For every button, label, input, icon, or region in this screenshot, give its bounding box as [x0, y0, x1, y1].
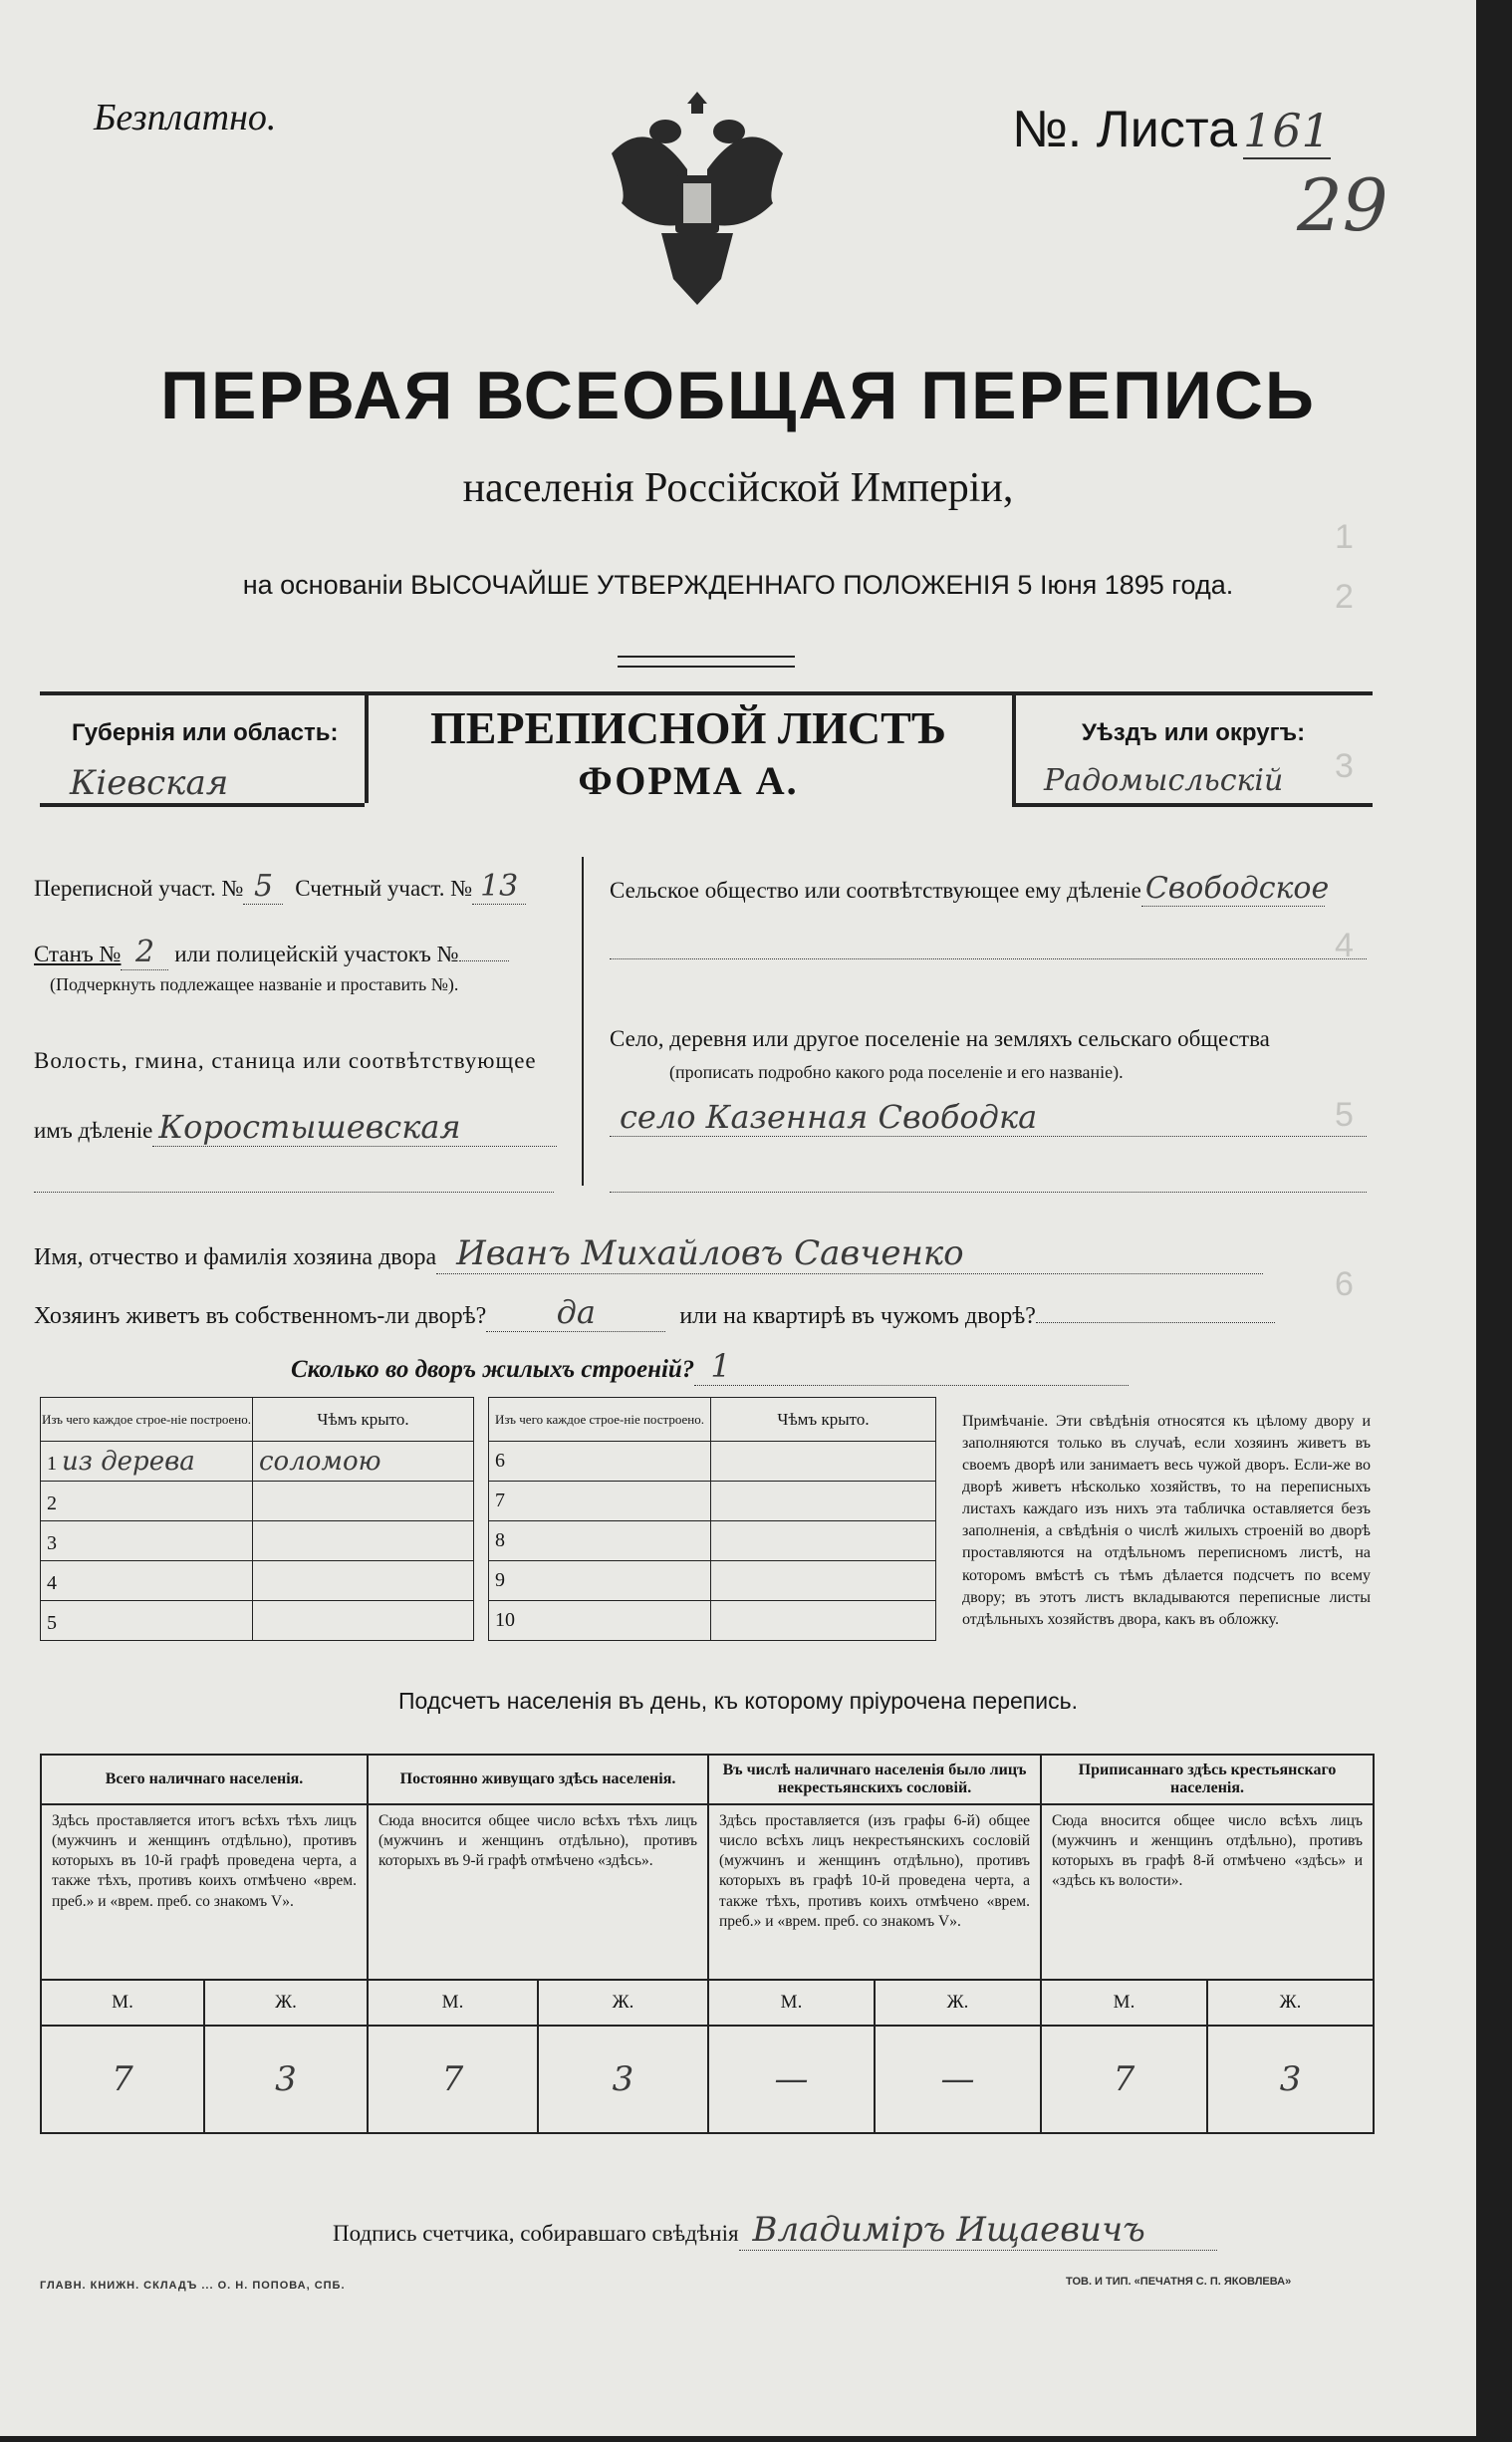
- buildings-row: [489, 1561, 936, 1601]
- population-col-title: Приписаннаго здѣсь крестьянскаго населенія.: [1041, 1755, 1374, 1804]
- margin-number: 3: [1335, 747, 1354, 785]
- male-count: 7: [41, 2026, 204, 2133]
- col-roof-header: Чѣмъ крыто.: [253, 1398, 474, 1442]
- buildings-row: [489, 1521, 936, 1561]
- population-table: [40, 1754, 1375, 2134]
- building-cell-material: [41, 1521, 253, 1561]
- stan-value: 2: [121, 935, 168, 970]
- male-count: 7: [368, 2026, 538, 2133]
- village-label: Село, деревня или другое поселеніе на земляхъ сельскаго общества: [610, 1026, 1270, 1051]
- owner-own-row: [34, 1293, 1275, 1332]
- signature-value: Владиміръ Ищаевичъ: [739, 2210, 1217, 2251]
- buildings-row: [291, 1347, 1129, 1386]
- buildings-value: 1: [694, 1347, 1129, 1386]
- building-number: 6: [489, 1442, 711, 1482]
- gubernia-label: Губернія или область:: [72, 719, 339, 746]
- building-material: из дерева: [62, 1446, 195, 1477]
- female-count: 3: [1207, 2026, 1374, 2133]
- stan-row: [34, 935, 509, 970]
- uchast-row: [34, 869, 526, 905]
- sheet-number-prefix: №. Листа: [1012, 101, 1238, 158]
- male-count: 7: [1041, 2026, 1207, 2133]
- sheet-number-label: [1012, 100, 1331, 159]
- society-label: Сельское общество или соотвѣтствующее ему дѣленіе: [610, 878, 1141, 903]
- building-number: 4: [47, 1571, 57, 1594]
- uezd-value: Радомысльскій: [1044, 763, 1284, 798]
- buildings-label: Сколько во дворъ жилыхъ строеній?: [291, 1356, 695, 1383]
- margin-number: 6: [1335, 1265, 1354, 1303]
- building-roof-blank: [711, 1561, 936, 1601]
- free-label: Безплатно.: [94, 97, 277, 138]
- building-roof-blank: [711, 1521, 936, 1561]
- gubernia-value: Кіевская: [70, 763, 229, 803]
- building-number: 1: [47, 1452, 57, 1475]
- building-number: 2: [47, 1492, 57, 1514]
- male-header: М.: [708, 1980, 875, 2026]
- female-header: Ж.: [875, 1980, 1041, 2026]
- building-number: 10: [489, 1601, 711, 1641]
- population-col-title: Постоянно живущаго здѣсь населенія.: [368, 1755, 708, 1804]
- building-number: 3: [47, 1531, 57, 1554]
- owner-name-label: Имя, отчество и фамилія хозяина двора: [34, 1244, 437, 1270]
- building-number: 5: [47, 1611, 57, 1634]
- margin-number: 1: [1335, 518, 1354, 556]
- uchast-value: 5: [243, 869, 283, 905]
- subtitle: населенія Россійской Имперіи,: [462, 465, 1014, 511]
- margin-number: 2: [1335, 578, 1354, 616]
- col-material-header: Изъ чего каждое строе-ніе построено.: [489, 1398, 711, 1442]
- building-cell-material: [41, 1561, 253, 1601]
- buildings-row: [489, 1601, 936, 1641]
- buildings-row: [41, 1561, 474, 1601]
- uezd-right-rule: [1012, 691, 1016, 803]
- male-header: М.: [1041, 1980, 1207, 2026]
- population-col-desc: Сюда вносится общее число всѣхъ лицъ (мужчинъ и женщинъ отдѣльно), противъ которыхъ въ графѣ 8-й отмѣчено «здѣсь» и «здѣсь къ волости».: [1041, 1804, 1374, 1980]
- form-title: ПЕРЕПИСНОЙ ЛИСТЪ: [429, 702, 947, 753]
- form-subtitle: ФОРМА А.: [578, 758, 799, 803]
- population-col-desc: Сюда вносится общее число всѣхъ тѣхъ лицъ (мужчинъ и женщинъ отдѣльно), противъ которыхъ въ 9-й графѣ отмѣчено «здѣсь».: [368, 1804, 708, 1980]
- footer-left: ГЛАВН. КНИЖН. СКЛАДЪ ... О. Н. ПОПОВА, СПБ.: [40, 2280, 346, 2292]
- population-col-title: Всего наличнаго населенія.: [41, 1755, 368, 1804]
- buildings-row: [41, 1521, 474, 1561]
- female-count: 3: [204, 2026, 368, 2133]
- margin-number: 5: [1335, 1096, 1354, 1134]
- signature-row: [333, 2210, 1217, 2251]
- sheet-number-value: 161: [1243, 104, 1331, 157]
- building-number: 9: [489, 1561, 711, 1601]
- column-divider: [582, 857, 584, 1186]
- basis-line: на основаніи ВЫСОЧАЙШЕ УТВЕРЖДЕННАГО ПОЛОЖЕНІЯ 5 Іюня 1895 года.: [242, 570, 1234, 600]
- male-header: М.: [368, 1980, 538, 2026]
- population-heading: Подсчетъ населенія въ день, къ которому пріурочена перепись.: [398, 1688, 1078, 1714]
- police-label: или полицейскій участокъ №: [174, 942, 459, 966]
- volost-label: Волость, гмина, станица или соотвѣтствующее: [34, 1048, 537, 1073]
- owner-other-label: или на квартирѣ въ чужомъ дворѣ?: [679, 1303, 1036, 1329]
- uezd-label: Уѣздъ или округъ:: [1082, 719, 1306, 746]
- buildings-row: [489, 1442, 936, 1482]
- male-header: М.: [41, 1980, 204, 2026]
- village-note: (прописать подробно какого рода поселеніе и его названіе).: [669, 1062, 1124, 1082]
- col-roof-header: Чѣмъ крыто.: [711, 1398, 936, 1442]
- margin-number: 4: [1335, 927, 1354, 964]
- footer-right: ТОВ. И ТИП. «ПЕЧАТНЯ С. П. ЯКОВЛЕВА»: [1066, 2276, 1292, 2288]
- form-header-rule: [40, 691, 1373, 695]
- building-cell-material: [41, 1601, 253, 1641]
- population-col-desc: Здѣсь проставляется (изъ графы 6-й) общее число всѣхъ лицъ некрестьянскихъ сословій (мужчинъ и женщинъ отдѣльно), противъ которыхъ въ графѣ 10-й проведена черта, а также тѣхъ, противъ коихъ отмѣчено «врем. преб.» и «врем. преб. со знакомъ V».: [708, 1804, 1041, 1980]
- schet-value: 13: [472, 869, 526, 905]
- building-roof-blank: [711, 1442, 936, 1482]
- volost-value: Коростышевская: [152, 1108, 557, 1147]
- society-value: Свободское: [1141, 871, 1325, 907]
- owner-name-row: [34, 1233, 1263, 1274]
- female-header: Ж.: [204, 1980, 368, 2026]
- building-roof: [253, 1561, 474, 1601]
- building-roof: [253, 1601, 474, 1641]
- uchast-label: Переписной участ. №: [34, 876, 244, 901]
- building-roof: [253, 1521, 474, 1561]
- main-title: ПЕРВАЯ ВСЕОБЩАЯ ПЕРЕПИСЬ: [160, 358, 1316, 433]
- police-value-blank: [459, 960, 509, 961]
- gubernia-underline: [40, 803, 365, 807]
- building-cell-material: [41, 1482, 253, 1521]
- owner-own-value: да: [486, 1293, 665, 1332]
- schet-label: Счетный участ. №: [295, 876, 473, 901]
- building-roof-blank: [711, 1601, 936, 1641]
- buildings-row: [489, 1482, 936, 1521]
- owner-own-label: Хозяинъ живетъ въ собственномъ-ли дворѣ?: [34, 1303, 487, 1329]
- buildings-table-right: [488, 1397, 936, 1641]
- female-header: Ж.: [1207, 1980, 1374, 2026]
- female-header: Ж.: [538, 1980, 708, 2026]
- population-col-desc: Здѣсь проставляется итогъ всѣхъ тѣхъ лицъ (мужчинъ и женщинъ отдѣльно), противъ которыхъ въ 10-й графѣ проведена черта, а также тѣхъ, противъ коихъ отмѣчено «врем. преб.» и «врем. преб. со знакомъ V».: [41, 1804, 368, 1980]
- volost-extra-line: [34, 1192, 554, 1193]
- buildings-row: [41, 1482, 474, 1521]
- underline-note: (Подчеркнуть подлежащее названіе и проставить №).: [50, 974, 459, 994]
- female-count: 3: [538, 2026, 708, 2133]
- note-text: Примѣчаніе. Эти свѣдѣнія относятся къ цѣлому двору и заполняются только въ случаѣ, если хозяинъ живетъ въ своемъ дворѣ или занимаетъ весь чужой дворъ. Если-же во дворѣ живетъ нѣсколько хозяйствъ, то на переписныхъ листахъ каждаго изъ нихъ эта табличка оставляется безъ заполненія, а свѣдѣнія о числѣ жилыхъ строеній во дворѣ проставляются на отдѣльномъ переписномъ листѣ, на которомъ вмѣстѣ съ тѣмъ дѣлается подсчетъ по всему двору; въ этотъ листъ вкладываются переписные листы отдѣльныхъ хозяйствъ двора, какъ въ обложку.: [962, 1413, 1371, 1628]
- archive-number: 29: [1297, 163, 1388, 247]
- population-col-title: Въ числѣ наличнаго населенія было лицъ некрестьянскихъ сословій.: [708, 1755, 1041, 1804]
- society-row: [610, 871, 1330, 907]
- buildings-row: [41, 1442, 474, 1482]
- col-material-header: Изъ чего каждое строе-ніе построено.: [41, 1398, 253, 1442]
- building-number: 7: [489, 1482, 711, 1521]
- uezd-underline: [1012, 803, 1373, 807]
- owner-name-value: Иванъ Михайловъ Савченко: [436, 1233, 1263, 1274]
- village-extra-line: [610, 1192, 1367, 1193]
- building-roof: [253, 1482, 474, 1521]
- owner-other-blank: [1036, 1322, 1275, 1323]
- village-value: село Казенная Свободка: [610, 1098, 1367, 1137]
- buildings-table-left: [40, 1397, 474, 1641]
- stan-label: Станъ №: [34, 942, 122, 966]
- male-count: —: [708, 2026, 875, 2133]
- volost-row: [34, 1108, 557, 1147]
- buildings-row: [41, 1601, 474, 1641]
- coat-of-arms-emblem: [592, 84, 803, 315]
- building-cell-material: [41, 1442, 253, 1482]
- society-extra-line: [610, 958, 1367, 959]
- ornament-divider: [618, 656, 795, 668]
- im-label: имъ дѣленіе: [34, 1118, 153, 1143]
- signature-label: Подпись счетчика, собиравшаго свѣдѣнія: [333, 2221, 739, 2246]
- building-roof-blank: [711, 1482, 936, 1521]
- building-roof: соломою: [253, 1442, 474, 1482]
- building-number: 8: [489, 1521, 711, 1561]
- female-count: —: [875, 2026, 1041, 2133]
